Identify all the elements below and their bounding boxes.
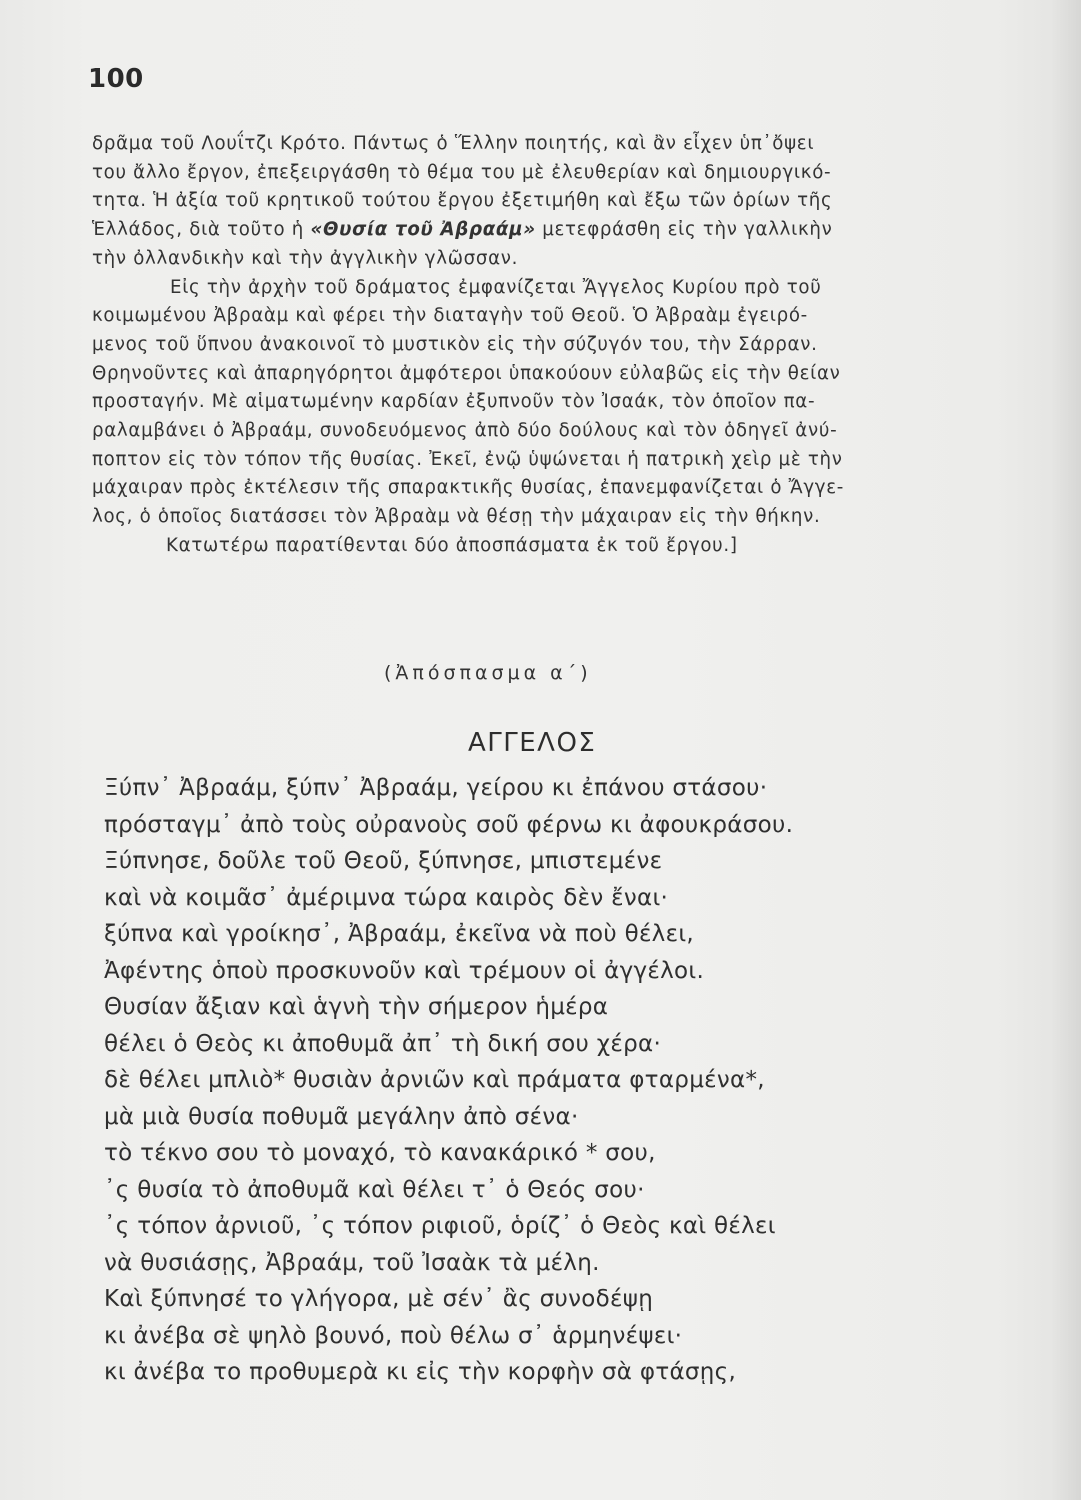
verse-line: θέλει ὁ Θεὸς κι ἀποθυμᾶ ἀπ᾽ τὴ δική σου χέρα· xyxy=(104,1030,662,1057)
verse-line: Καὶ ξύπνησέ το γλήγορα, μὲ σέν᾽ ἂς συνοδέψῃ xyxy=(104,1286,654,1312)
intro-line: λος, ὁ ὁποῖος διατάσσει τὸν Ἀβραὰμ νὰ θέσῃ τὴν μάχαιραν εἰς τὴν θήκην. xyxy=(92,506,821,528)
intro-line: Θρηνοῦντες καὶ ἀπαρηγόρητοι ἀμφότεροι ὑπακούουν εὐλαβῶς εἰς τὴν θείαν xyxy=(92,362,841,384)
intro-line: μενος τοῦ ὕπνου ἀνακοινοῖ τὸ μυστικὸν εἰς τὴν σύζυγόν του, τὴν Σάρραν. xyxy=(92,333,818,355)
verse-line: κι ἀνέβα σὲ ψηλὸ βουνό, ποὺ θέλω σ᾽ ἁρμηνέψει· xyxy=(104,1322,683,1349)
intro-line: μάχαιραν πρὸς ἐκτέλεσιν τῆς σπαρακτικῆς θυσίας, ἐπανεμφανίζεται ὁ Ἄγγε- xyxy=(92,477,845,499)
verse-line: ᾽ς τόπον ἀρνιοῦ, ᾽ς τόπον ριφιοῦ, ὁρίζ᾽ ὁ Θεὸς καὶ θέλει xyxy=(104,1213,776,1239)
intro-line: κοιμωμένου Ἀβραὰμ καὶ φέρει τὴν διαταγὴν τοῦ Θεοῦ. Ὁ Ἀβραὰμ ἐγειρό- xyxy=(92,305,808,327)
intro-line: Κατωτέρω παρατίθενται δύο ἀποσπάσματα ἐκ τοῦ ἔργου.] xyxy=(166,534,738,556)
intro-line: ραλαμβάνει ὁ Ἀβραάμ, συνοδευόμενος ἀπὸ δύο δούλους καὶ τὸν ὁδηγεῖ ἀνύ- xyxy=(92,420,838,442)
intro-text: μετεφράσθη εἰς τὴν γαλλικὴν xyxy=(535,219,833,241)
intro-line: τητα. Ἡ ἀξία τοῦ κρητικοῦ τούτου ἔργου ἐξετιμήθη καὶ ἔξω τῶν ὁρίων τῆς xyxy=(92,190,833,212)
intro-text: Ἑλλάδος, διὰ τοῦτο ἡ xyxy=(92,219,311,241)
intro-line: του ἄλλο ἔργον, ἐπεξειργάσθη τὸ θέμα του μὲ ἐλευθερίαν καὶ δημιουργικό- xyxy=(92,161,832,183)
verse-line: Ἀφέντης ὁποὺ προσκυνοῦν καὶ τρέμουν οἱ ἀγγέλοι. xyxy=(104,957,705,984)
verse-line: κι ἀνέβα το προθυμερὰ κι εἰς τὴν κορφὴν σὰ φτάσῃς, xyxy=(104,1359,737,1385)
page-edge-shadow xyxy=(1051,0,1081,1500)
verse-line: Θυσίαν ἄξιαν καὶ ἁγνὴ τὴν σήμερον ἡμέρα xyxy=(104,994,609,1020)
verse-line: τὸ τέκνο σου τὸ μοναχό, τὸ κανακάρικό * σου, xyxy=(104,1140,656,1166)
verse-line: Ξύπνησε, δοῦλε τοῦ Θεοῦ, ξύπνησε, μπιστεμένε xyxy=(104,848,663,874)
verse-line: ξύπνα καὶ γροίκησ᾽, Ἀβραάμ, ἐκεῖνα νὰ ποὺ θέλει, xyxy=(104,921,695,947)
verse-line: νὰ θυσιάσῃς, Ἀβραάμ, τοῦ Ἰσαὰκ τὰ μέλη. xyxy=(104,1249,600,1276)
verse-line: δὲ θέλει μπλιὸ* θυσιὰν ἀρνιῶν καὶ πράματα φταρμένα*, xyxy=(104,1067,765,1093)
excerpt-heading: (Ἀπόσπασμα α΄) xyxy=(384,662,592,684)
intro-paragraph xyxy=(92,130,982,561)
verse-line: Ξύπν᾽ Ἀβραάμ, ξύπν᾽ Ἀβραάμ, γείρου κι ἐπάνου στάσου· xyxy=(104,775,768,801)
work-title: «Θυσία τοῦ Ἀβραάμ» xyxy=(310,219,536,241)
intro-line: Εἰς τὴν ἀρχὴν τοῦ δράματος ἐμφανίζεται Ἄγγελος Κυρίου πρὸ τοῦ xyxy=(170,276,822,298)
verse-line: πρόσταγμ᾽ ἀπὸ τοὺς οὐρανοὺς σοῦ φέρνω κι ἀφουκράσου. xyxy=(104,811,794,838)
intro-line: ποπτον εἰς τὸν τόπον τῆς θυσίας. Ἐκεῖ, ἐνῷ ὑψώνεται ἡ πατρικὴ χεὶρ μὲ τὴν xyxy=(92,448,843,470)
verse-line: μὰ μιὰ θυσία ποθυμᾶ μεγάλην ἀπὸ σένα· xyxy=(104,1103,579,1130)
intro-line xyxy=(92,216,982,245)
intro-line: δρᾶμα τοῦ Λουΐτζι Κρότο. Πάντως ὁ Ἕλλην ποιητής, καὶ ἂν εἶχεν ὑπ᾽ὄψει xyxy=(92,133,815,154)
speaker-name: ΑΓΓΕΛΟΣ xyxy=(468,728,597,758)
intro-line: τὴν ὀλλανδικὴν καὶ τὴν ἀγγλικὴν γλῶσσαν. xyxy=(92,247,519,269)
verse-line: ᾽ς θυσία τὸ ἀποθυμᾶ καὶ θέλει τ᾽ ὁ Θεός σου· xyxy=(104,1176,645,1203)
intro-line: προσταγήν. Μὲ αἱματωμένην καρδίαν ἐξυπνοῦν τὸν Ἰσαάκ, τὸν ὁποῖον πα- xyxy=(92,391,816,413)
page-number: 100 xyxy=(88,64,144,94)
verse-line: καὶ νὰ κοιμᾶσ᾽ ἀμέριμνα τώρα καιρὸς δὲν ἔναι· xyxy=(104,884,669,911)
verse-block xyxy=(104,770,984,1391)
